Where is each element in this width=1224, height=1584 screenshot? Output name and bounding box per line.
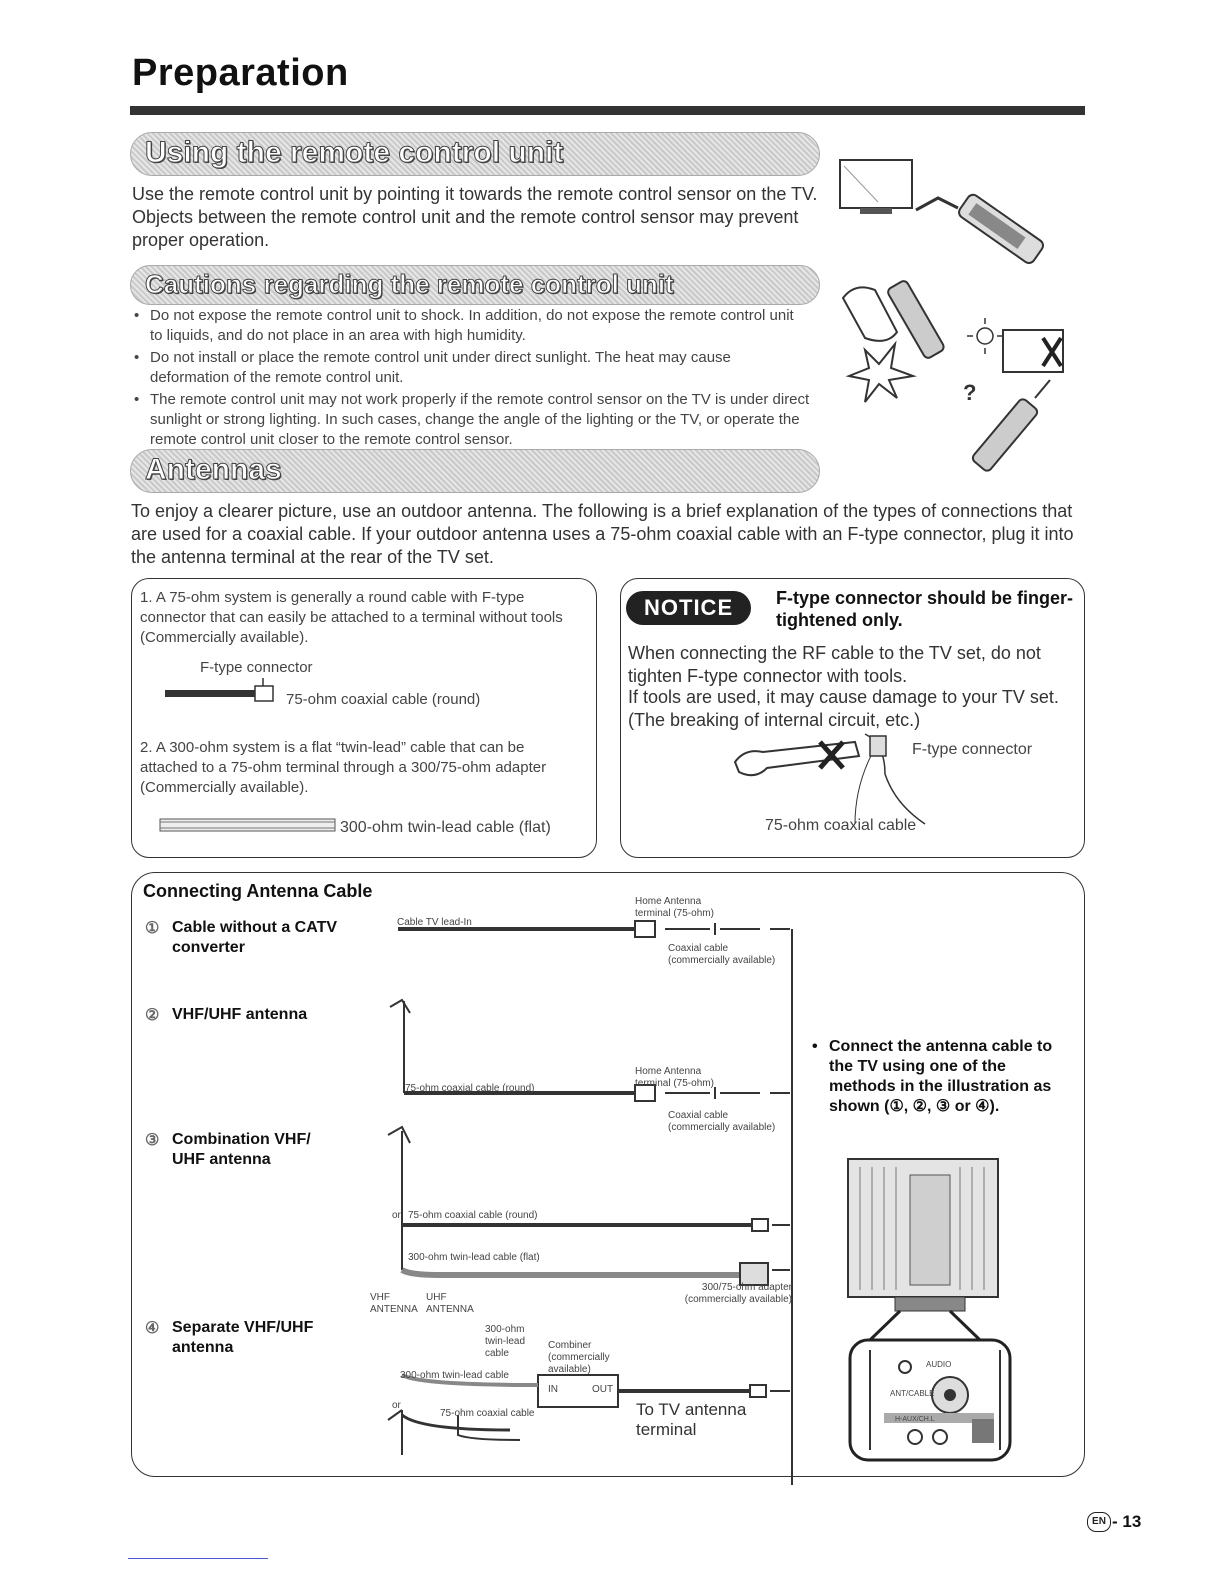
- notice-body-2: If tools are used, it may cause damage to your TV set. (The breaking of internal circuit, etc.): [628, 687, 1059, 730]
- twin-300-label-2: 300-ohm twin-lead cable: [400, 1370, 509, 1381]
- section-banner-remote: [130, 132, 820, 176]
- combiner-in-label: IN: [548, 1384, 558, 1395]
- coaxial-cable-drawing: [165, 678, 295, 708]
- wrench-illustration: [735, 734, 935, 826]
- audio-jack-label: AUDIO: [926, 1360, 952, 1369]
- tv-rear-illustration: [840, 1155, 1030, 1465]
- notice-ftype-label: F-type connector: [912, 741, 1033, 758]
- method-4-number: ④: [145, 1320, 160, 1337]
- list-item: • Do not expose the remote control unit to shock. In addition, do not expose the remote control unit to liquids, and do not place in an area with high humidity.: [130, 306, 810, 346]
- connect-instruction-text: Connect the antenna cable to the TV using one of the methods in the illustration as shown (①, ②, ③ or ④).: [829, 1038, 1053, 1115]
- language-badge: EN: [1087, 1512, 1111, 1532]
- list-item: • The remote control unit may not work properly if the remote control sensor on the TV is under direct sunlight or strong lighting. In such cases, change the angle of the lighting or the TV, or operate the remote control unit closer to the remote control sensor.: [130, 390, 810, 450]
- method-4-label: Separate VHF/UHF antenna: [172, 1319, 314, 1356]
- list-item: • Do not install or place the remote control unit under direct sunlight. The heat may cause deformation of the remote control unit.: [130, 348, 810, 388]
- connect-instruction: • Connect the antenna cable to the TV using one of the methods in the illustration as shown (①, ②, ③ or ④).: [812, 1037, 1062, 1117]
- footer-rule: [128, 1558, 268, 1559]
- section-heading-remote: Using the remote control unit: [145, 136, 564, 169]
- page-title: Preparation: [132, 52, 349, 94]
- method-2-label: VHF/UHF antenna: [172, 1006, 308, 1023]
- twin-300-label: 300-ohm twin-lead cable: [485, 1324, 526, 1359]
- twin-lead-label: 300-ohm twin-lead cable (flat): [340, 819, 551, 836]
- twin-lead-cable-drawing: [160, 817, 340, 835]
- remote-body: Use the remote control unit by pointing it towards the remote control sensor on the TV. Objects between the remote control unit and the remote control sensor may prevent proper operation.: [132, 184, 818, 250]
- method-3-label: Combination VHF/ UHF antenna: [172, 1131, 311, 1168]
- or-label-1: or: [392, 1210, 401, 1221]
- twin-flat-label: 300-ohm twin-lead cable (flat): [408, 1252, 540, 1263]
- notice-body-1: When connecting the RF cable to the TV set, do not tighten F-type connector with tools.: [628, 643, 1041, 686]
- remote-pointing-illustration: [838, 158, 1053, 280]
- h-aux-label: H-AUX/CH.L: [895, 1416, 935, 1423]
- notice-coax-label: 75-ohm coaxial cable: [765, 817, 917, 834]
- title-rule: [130, 106, 1085, 115]
- combiner-label: Combiner (commercially available): [548, 1340, 610, 1375]
- method-3-number: ③: [145, 1132, 160, 1149]
- coaxial-cable-label-2: Coaxial cable (commercially available): [668, 1110, 776, 1133]
- coaxial-cable-label-1: Coaxial cable (commercially available): [668, 943, 776, 966]
- ant-cable-label: ANT/CABLE: [890, 1389, 935, 1398]
- method-1-label: Cable without a CATV converter: [172, 919, 338, 956]
- cable-tv-lead-in-label: Cable TV lead-In: [397, 917, 472, 928]
- combiner-out-label: OUT: [592, 1384, 614, 1395]
- ftype-connector-label: F-type connector: [200, 659, 313, 676]
- section-banner-antennas: [130, 449, 820, 493]
- system-1-text: 1. A 75-ohm system is generally a round cable with F-type connector that can easily be attached to a terminal without tools (Commercially available).: [140, 589, 563, 646]
- or-label-2: or: [392, 1400, 401, 1411]
- coax-75-label: 75-ohm coaxial cable: [440, 1408, 535, 1419]
- notice-badge: NOTICE: [626, 591, 751, 625]
- method-1-number: ①: [145, 920, 160, 937]
- notice-title: F-type connector should be finger-tightened only.: [776, 588, 1074, 630]
- to-tv-antenna-label: To TV antenna terminal: [636, 1400, 747, 1439]
- antennas-body: To enjoy a clearer picture, use an outdoor antenna. The following is a brief explanation of the types of connections that are used for a coaxial cable. If your outdoor antenna uses a 75-ohm coaxial cable with an F-type connector, plug it into the antenna terminal at the rear of the TV set.: [131, 501, 1074, 567]
- home-antenna-terminal-label-2: Home Antenna terminal (75-ohm): [635, 1066, 714, 1089]
- system-2-text: 2. A 300-ohm system is a flat “twin-lead” cable that can be attached to a 75-ohm terminal through a 300/75-ohm adapter (Commercially available).: [140, 739, 547, 796]
- uhf-antenna-label: UHF ANTENNA: [426, 1292, 474, 1315]
- method-2-number: ②: [145, 1007, 160, 1024]
- cautions-list: [130, 306, 810, 452]
- cautions-illustration: [835, 280, 1065, 475]
- page-number: - 13: [1112, 1512, 1142, 1531]
- coax-round-label-1: 75-ohm coaxial cable (round): [405, 1083, 535, 1094]
- svg-text:?: ?: [963, 380, 977, 405]
- adapter-label: 300/75-ohm adapter (commercially available): [684, 1282, 792, 1305]
- section-heading-antennas: Antennas: [145, 453, 282, 486]
- connecting-title: Connecting Antenna Cable: [143, 881, 373, 901]
- coaxial-cable-label: 75-ohm coaxial cable (round): [286, 691, 481, 708]
- home-antenna-terminal-label-1: Home Antenna terminal (75-ohm): [635, 896, 714, 919]
- coax-round-label-2: 75-ohm coaxial cable (round): [408, 1210, 538, 1221]
- section-banner-cautions: [130, 265, 820, 305]
- vhf-antenna-label: VHF ANTENNA: [370, 1292, 418, 1315]
- section-heading-cautions: Cautions regarding the remote control unit: [145, 269, 674, 299]
